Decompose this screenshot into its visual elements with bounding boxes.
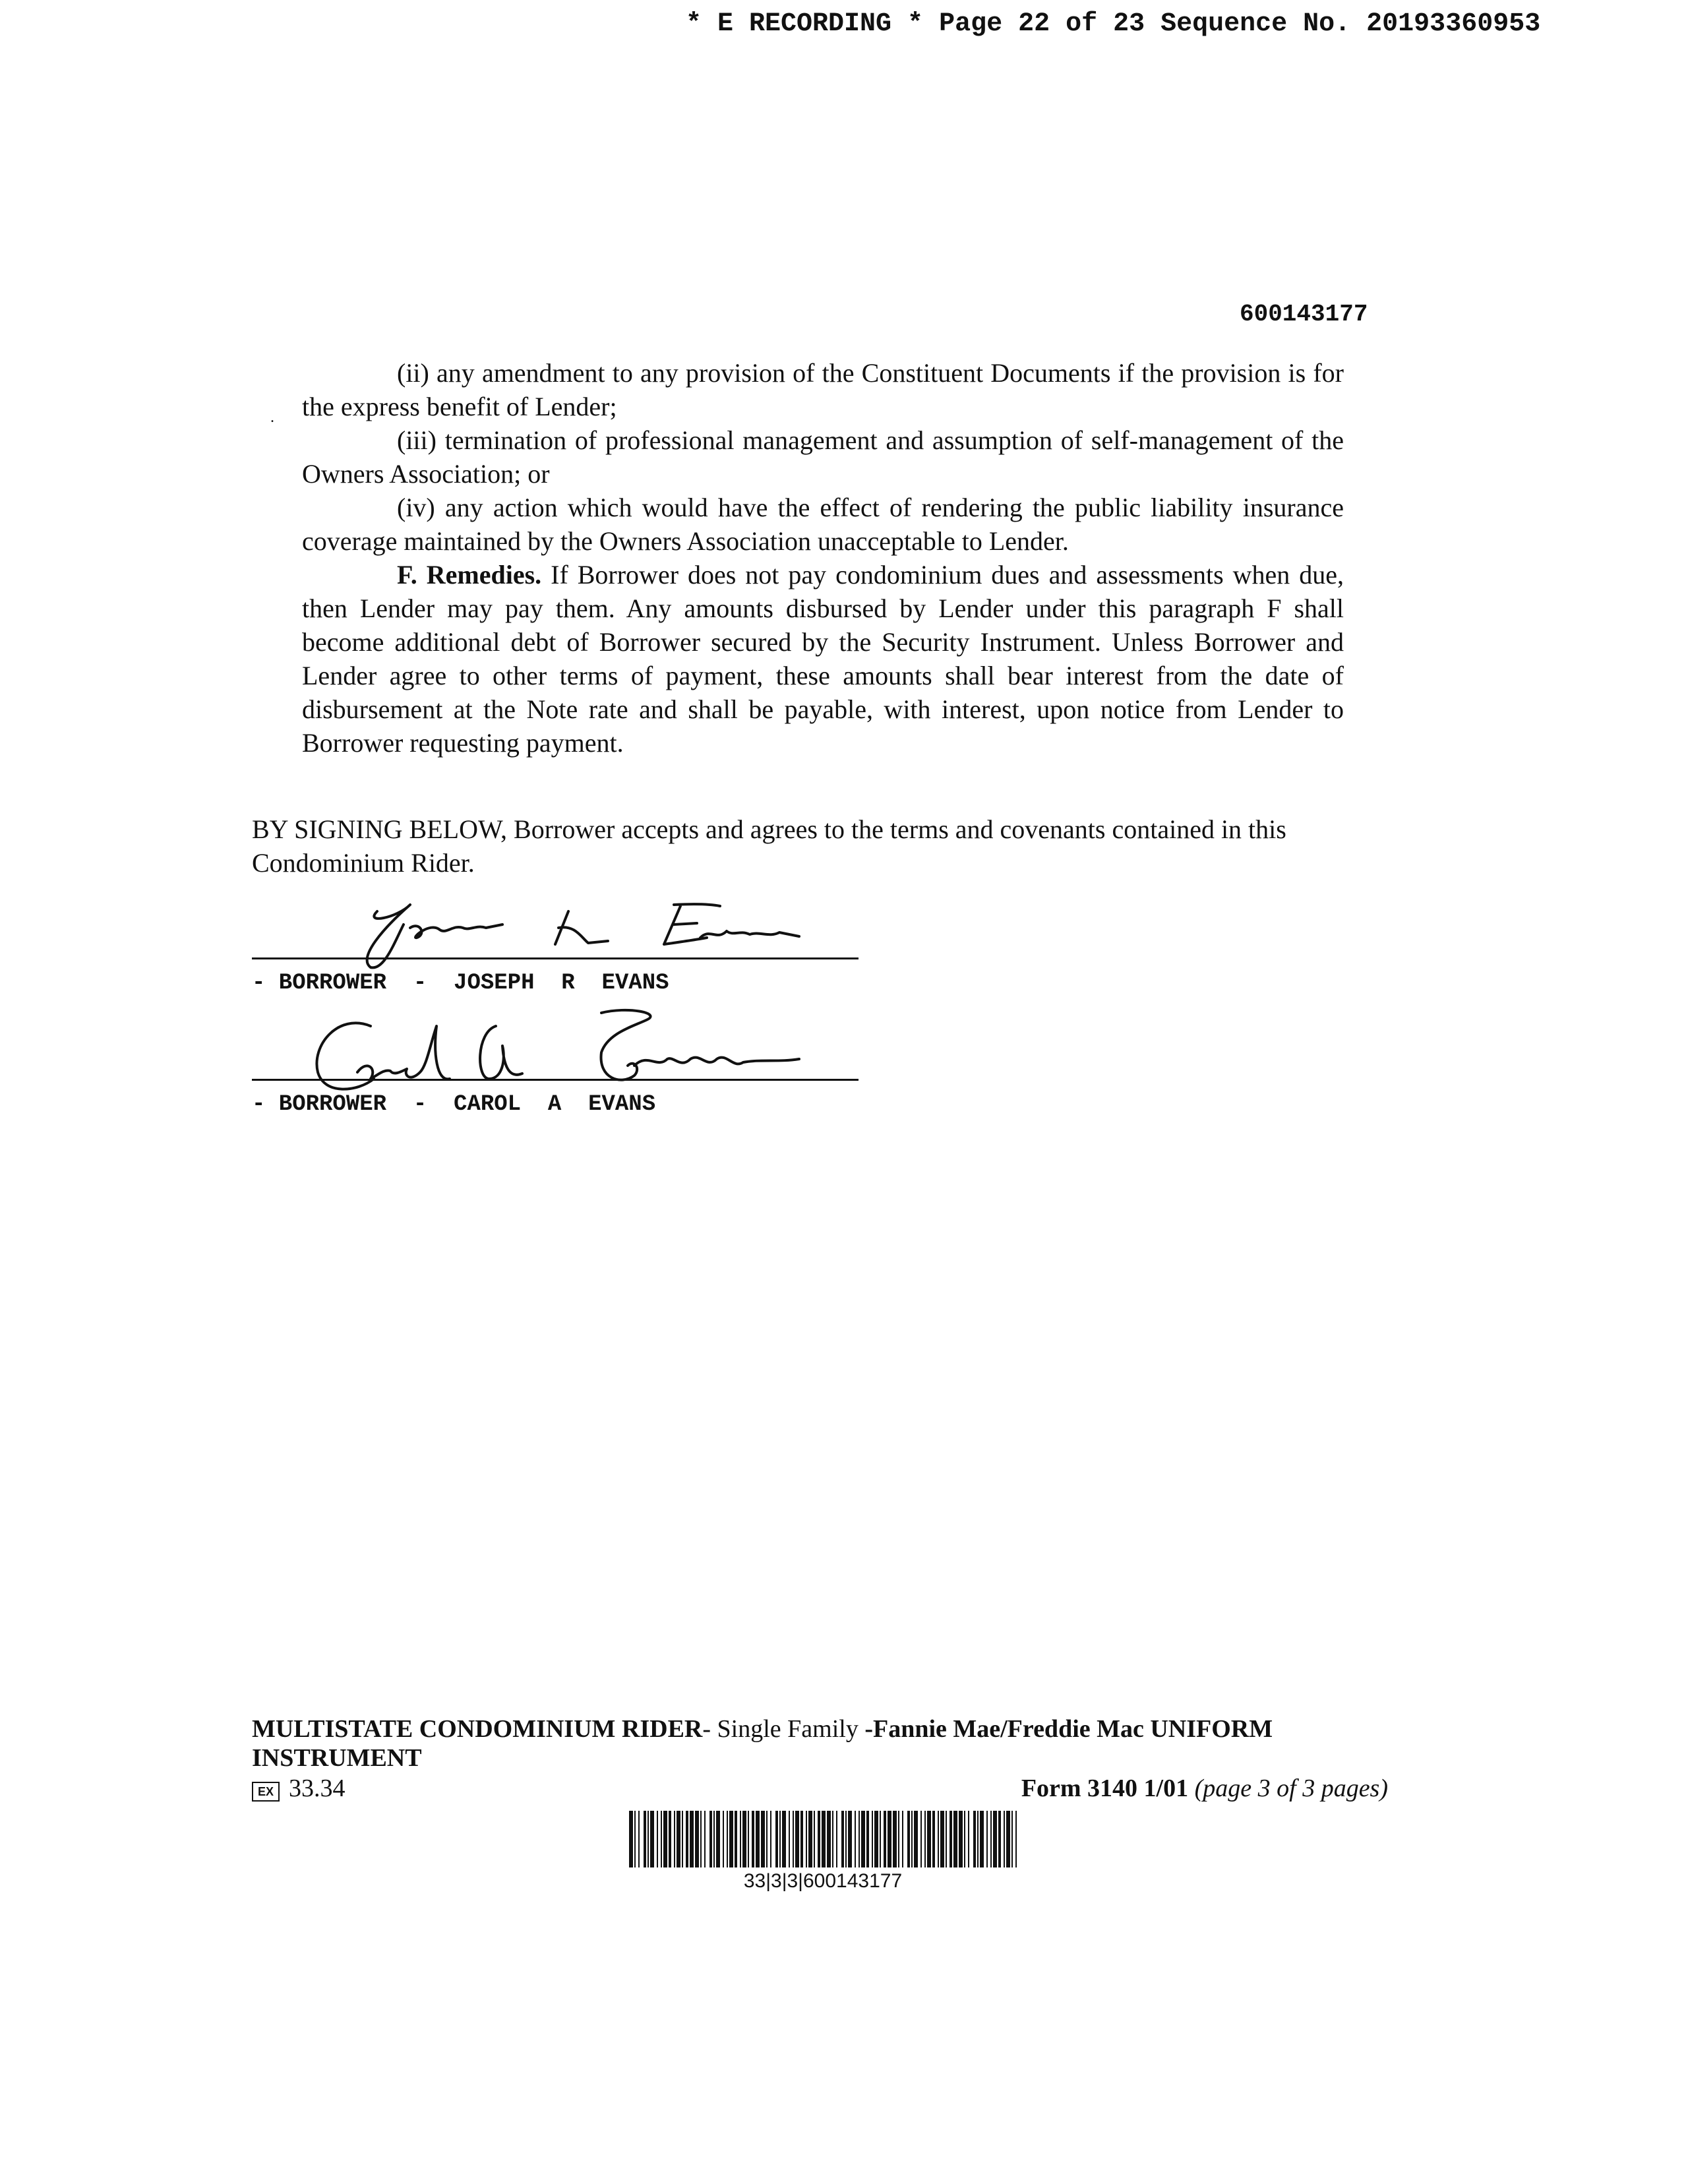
barcode-bar [861, 1811, 865, 1867]
barcode-bar [968, 1811, 969, 1867]
barcode-bar [704, 1811, 706, 1867]
barcode-bar [841, 1811, 844, 1867]
barcode-bar [1004, 1811, 1005, 1867]
barcode-bar [832, 1811, 833, 1867]
barcode-bar [729, 1811, 733, 1867]
barcode-bar [795, 1811, 799, 1867]
barcode-bar [644, 1811, 646, 1867]
recording-header: * E RECORDING * Page 22 of 23 Sequence No. 20193360953 [686, 9, 1541, 39]
barcode-bar [808, 1811, 812, 1867]
barcode-bar [902, 1811, 903, 1867]
barcode-bar [980, 1811, 984, 1867]
barcode-bar [855, 1811, 856, 1867]
barcode-bar [827, 1811, 831, 1867]
handwritten-signature-carol [278, 986, 859, 1105]
barcode-bar [775, 1811, 778, 1867]
barcode-bar [756, 1811, 760, 1867]
barcode-bar [766, 1811, 768, 1867]
barcode-bar [977, 1811, 979, 1867]
barcode-bar [761, 1811, 765, 1867]
barcode-bar [669, 1811, 671, 1867]
barcode-bar [959, 1811, 963, 1867]
barcode-bar [674, 1811, 675, 1867]
barcode-bar [748, 1811, 749, 1867]
barcode-bar [946, 1811, 947, 1867]
barcode-bar [690, 1811, 694, 1867]
barcode-bar [898, 1811, 899, 1867]
barcode-bar [927, 1811, 931, 1867]
paragraph-iv: (iv) any action which would have the effect of rendering the public liability insurance coverage maintained by the Owners Association unacceptable to Lender. [302, 493, 1344, 556]
barcode-bar [770, 1811, 771, 1867]
barcode-bar [986, 1811, 988, 1867]
barcode-bar [884, 1811, 886, 1867]
remedies-text: If Borrower does not pay condominium dues and assessments when due, then Lender may pay them. Any amounts disbursed by Lender under this paragraph F shall become additional debt of Borrower secured by the Security Instrument. Unless Borrower and Lender agree to other terms of payment, these amounts shall bear interest from the date of disbursement at the Note rate and shall be payable, with interest, upon notice from Lender to Borrower requesting payment. [302, 560, 1344, 758]
barcode-bar [880, 1811, 881, 1867]
barcode-bar [713, 1811, 715, 1867]
barcode-bar [709, 1811, 712, 1867]
signature-line [252, 1079, 859, 1081]
form-title-part-2: - Single Family [702, 1715, 865, 1743]
ex-number: 33.34 [289, 1774, 346, 1802]
barcode-bar [1015, 1811, 1017, 1867]
barcode-bar [920, 1811, 922, 1867]
barcode-bar [940, 1811, 944, 1867]
barcode-bar [663, 1811, 667, 1867]
barcode-bar [677, 1811, 680, 1867]
barcode-bar [822, 1811, 826, 1867]
barcode-bar [686, 1811, 688, 1867]
signature-line [252, 957, 859, 959]
barcode-bar [932, 1811, 935, 1867]
barcode-bar [993, 1811, 997, 1867]
barcode-bar [998, 1811, 1001, 1867]
barcode-bar [806, 1811, 807, 1867]
signature-caption-carol: - BORROWER - CAROL A EVANS [252, 1092, 656, 1117]
ex-icon: EX [252, 1782, 280, 1802]
paragraph-iii: (iii) termination of professional management and assumption of self-management of the Owners Association; or [302, 425, 1344, 489]
form-number [1021, 1774, 1388, 1803]
barcode-bar [953, 1811, 957, 1867]
barcode-bar [964, 1811, 965, 1867]
barcode-bar [782, 1811, 786, 1867]
barcode-bar [950, 1811, 952, 1867]
barcode-bar [793, 1811, 794, 1867]
barcode-bar [914, 1811, 918, 1867]
barcode-bar [638, 1811, 640, 1867]
signature-caption-joseph: - BORROWER - JOSEPH R EVANS [252, 971, 669, 996]
loan-number: 600143177 [1240, 301, 1368, 328]
form-title-part-3: -Fannie Mae/Freddie Mac UNIFORM INSTRUMENT [252, 1715, 1273, 1772]
barcode [629, 1811, 1017, 1867]
barcode-bar [1011, 1811, 1013, 1867]
remedies-heading: F. Remedies. [397, 560, 542, 590]
handwritten-signature-joseph [278, 865, 859, 984]
barcode-bar [859, 1811, 860, 1867]
paragraph-ii: (ii) any amendment to any provision of the Constituent Documents if the provision is for the express benefit of Lender; [302, 358, 1344, 421]
barcode-bar [866, 1811, 869, 1867]
signing-statement: BY SIGNING BELOW, Borrower accepts and agrees to the terms and covenants contained in this Condominium Rider. [252, 814, 1286, 878]
barcode-bar [845, 1811, 847, 1867]
barcode-bar [874, 1811, 878, 1867]
barcode-bar [716, 1811, 720, 1867]
barcode-bar [661, 1811, 662, 1867]
barcode-bar [888, 1811, 891, 1867]
barcode-bar [735, 1811, 737, 1867]
form-label: Form 3140 1/01 [1021, 1774, 1189, 1802]
barcode-bar [700, 1811, 702, 1867]
barcode-bar [814, 1811, 815, 1867]
barcode-bar [800, 1811, 803, 1867]
barcode-bar [634, 1811, 636, 1867]
page-label: (page 3 of 3 pages) [1194, 1774, 1388, 1802]
barcode-bar [848, 1811, 852, 1867]
form-title-part-1: MULTISTATE CONDOMINIUM RIDER [252, 1715, 703, 1743]
barcode-bar [629, 1811, 633, 1867]
barcode-bar [779, 1811, 781, 1867]
barcode-bar [938, 1811, 939, 1867]
barcode-bar [836, 1811, 837, 1867]
barcode-bar [872, 1811, 873, 1867]
barcode-bar [911, 1811, 913, 1867]
barcode-bar [752, 1811, 754, 1867]
barcode-bar [657, 1811, 658, 1867]
barcode-bar [818, 1811, 820, 1867]
stray-mark: . [270, 409, 274, 426]
barcode-bar [682, 1811, 683, 1867]
barcode-bar [740, 1811, 741, 1867]
barcode-bar [727, 1811, 728, 1867]
barcode-text: 33|3|3|600143177 [743, 1870, 903, 1892]
barcode-bar [1006, 1811, 1010, 1867]
barcode-bar [973, 1811, 976, 1867]
paragraph-remedies [302, 558, 1344, 760]
barcode-bar [789, 1811, 790, 1867]
barcode-bar [695, 1811, 699, 1867]
barcode-bar [893, 1811, 897, 1867]
barcode-bar [907, 1811, 910, 1867]
barcode-bar [648, 1811, 649, 1867]
barcode-bar [924, 1811, 926, 1867]
barcode-bar [650, 1811, 654, 1867]
barcode-bar [990, 1811, 992, 1867]
form-title [252, 1714, 1373, 1773]
barcode-bar [723, 1811, 724, 1867]
rider-body [270, 356, 1344, 760]
barcode-bar [742, 1811, 746, 1867]
